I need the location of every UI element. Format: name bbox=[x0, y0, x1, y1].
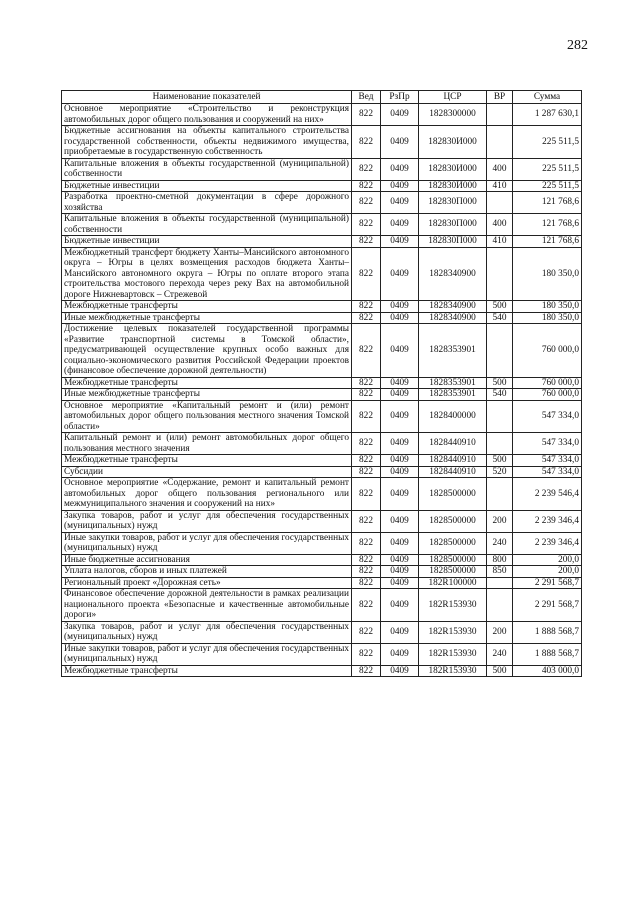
cell-ved: 822 bbox=[352, 104, 381, 126]
header-vr: ВР bbox=[487, 91, 513, 104]
cell-csr: 1828500000 bbox=[419, 510, 487, 532]
cell-csr: 1828340900 bbox=[419, 301, 487, 313]
cell-name: Уплата налогов, сборов и иных платежей bbox=[62, 566, 352, 578]
table-row bbox=[62, 301, 582, 313]
table-row bbox=[62, 510, 582, 532]
cell-name: Межбюджетные трансферты bbox=[62, 455, 352, 467]
cell-sum: 547 334,0 bbox=[513, 433, 582, 455]
cell-rzpr: 0409 bbox=[381, 566, 419, 578]
cell-sum: 547 334,0 bbox=[513, 466, 582, 478]
header-csr: ЦСР bbox=[419, 91, 487, 104]
cell-ved: 822 bbox=[352, 566, 381, 578]
cell-vr bbox=[487, 400, 513, 433]
cell-csr: 182R153930 bbox=[419, 643, 487, 665]
cell-vr bbox=[487, 247, 513, 301]
cell-rzpr: 0409 bbox=[381, 192, 419, 214]
cell-name: Межбюджетные трансферты bbox=[62, 301, 352, 313]
cell-ved: 822 bbox=[352, 665, 381, 677]
cell-vr bbox=[487, 324, 513, 378]
cell-ved: 822 bbox=[352, 312, 381, 324]
cell-rzpr: 0409 bbox=[381, 643, 419, 665]
cell-sum: 1 888 568,7 bbox=[513, 621, 582, 643]
cell-csr: 1828500000 bbox=[419, 532, 487, 554]
cell-ved: 822 bbox=[352, 180, 381, 192]
cell-csr: 182R153930 bbox=[419, 589, 487, 622]
cell-rzpr: 0409 bbox=[381, 180, 419, 192]
cell-csr: 1828500000 bbox=[419, 566, 487, 578]
cell-csr: 182830П000 bbox=[419, 236, 487, 248]
cell-csr: 1828440910 bbox=[419, 466, 487, 478]
cell-sum: 200,0 bbox=[513, 566, 582, 578]
cell-vr: 520 bbox=[487, 466, 513, 478]
cell-sum: 180 350,0 bbox=[513, 312, 582, 324]
header-name: Наименование показателей bbox=[62, 91, 352, 104]
cell-ved: 822 bbox=[352, 554, 381, 566]
cell-vr: 240 bbox=[487, 643, 513, 665]
table-row bbox=[62, 377, 582, 389]
cell-ved: 822 bbox=[352, 377, 381, 389]
cell-name: Достижение целевых показателей государственной программы «Развитие транспортной системы в Томской области», предусматривающей осуществление крупных особо важных для социально-экономического развития Российской Федерации проектов (финансовое обеспечение дорожной деятельности) bbox=[62, 324, 352, 378]
cell-ved: 822 bbox=[352, 158, 381, 180]
cell-name: Капитальный ремонт и (или) ремонт автомобильных дорог общего пользования местного значения bbox=[62, 433, 352, 455]
table-row bbox=[62, 433, 582, 455]
cell-name: Основное мероприятие «Строительство и реконструкция автомобильных дорог общего пользования и сооружений на них» bbox=[62, 104, 352, 126]
cell-sum: 180 350,0 bbox=[513, 247, 582, 301]
cell-ved: 822 bbox=[352, 214, 381, 236]
cell-sum: 200,0 bbox=[513, 554, 582, 566]
cell-sum: 225 511,5 bbox=[513, 126, 582, 159]
cell-ved: 822 bbox=[352, 455, 381, 467]
cell-rzpr: 0409 bbox=[381, 389, 419, 401]
cell-ved: 822 bbox=[352, 236, 381, 248]
cell-sum: 760 000,0 bbox=[513, 377, 582, 389]
table-row bbox=[62, 589, 582, 622]
cell-vr: 500 bbox=[487, 665, 513, 677]
page-number: 282 bbox=[567, 38, 588, 53]
cell-name: Иные межбюджетные трансферты bbox=[62, 312, 352, 324]
cell-sum: 760 000,0 bbox=[513, 324, 582, 378]
cell-name: Иные бюджетные ассигнования bbox=[62, 554, 352, 566]
cell-rzpr: 0409 bbox=[381, 478, 419, 511]
cell-vr bbox=[487, 478, 513, 511]
header-sum: Сумма bbox=[513, 91, 582, 104]
cell-name: Бюджетные инвестиции bbox=[62, 180, 352, 192]
budget-table bbox=[61, 90, 582, 677]
cell-vr bbox=[487, 126, 513, 159]
cell-rzpr: 0409 bbox=[381, 312, 419, 324]
cell-rzpr: 0409 bbox=[381, 324, 419, 378]
cell-rzpr: 0409 bbox=[381, 589, 419, 622]
header-rzpr: РзПр bbox=[381, 91, 419, 104]
cell-ved: 822 bbox=[352, 589, 381, 622]
cell-rzpr: 0409 bbox=[381, 377, 419, 389]
cell-name: Межбюджетные трансферты bbox=[62, 665, 352, 677]
cell-vr bbox=[487, 192, 513, 214]
cell-rzpr: 0409 bbox=[381, 301, 419, 313]
table-row bbox=[62, 577, 582, 589]
table-body bbox=[62, 104, 582, 677]
cell-rzpr: 0409 bbox=[381, 466, 419, 478]
cell-vr: 400 bbox=[487, 214, 513, 236]
table-row bbox=[62, 400, 582, 433]
cell-vr: 540 bbox=[487, 389, 513, 401]
table-row bbox=[62, 478, 582, 511]
cell-csr: 182830П000 bbox=[419, 214, 487, 236]
cell-vr: 500 bbox=[487, 455, 513, 467]
cell-rzpr: 0409 bbox=[381, 104, 419, 126]
cell-ved: 822 bbox=[352, 126, 381, 159]
table-row bbox=[62, 621, 582, 643]
cell-vr: 540 bbox=[487, 312, 513, 324]
cell-vr: 240 bbox=[487, 532, 513, 554]
cell-sum: 1 888 568,7 bbox=[513, 643, 582, 665]
cell-vr: 850 bbox=[487, 566, 513, 578]
table-row bbox=[62, 236, 582, 248]
cell-vr: 500 bbox=[487, 377, 513, 389]
cell-ved: 822 bbox=[352, 577, 381, 589]
cell-ved: 822 bbox=[352, 389, 381, 401]
cell-vr: 410 bbox=[487, 180, 513, 192]
cell-name: Финансовое обеспечение дорожной деятельности в рамках реализации национального проекта «Безопасные и качественные автомобильные дороги» bbox=[62, 589, 352, 622]
cell-csr: 1828500000 bbox=[419, 478, 487, 511]
cell-rzpr: 0409 bbox=[381, 247, 419, 301]
cell-vr bbox=[487, 589, 513, 622]
cell-name: Бюджетные инвестиции bbox=[62, 236, 352, 248]
table-row bbox=[62, 324, 582, 378]
cell-name: Межбюджетный трансферт бюджету Ханты–Мансийского автономного округа – Югры в целях возмещения расходов бюджета Ханты–Мансийского автономного округа – Югры по оплате второго этапа строительства мостового перехода через реку Вах на автомобильной дороге Нижневартовск – Стрежевой bbox=[62, 247, 352, 301]
cell-vr: 400 bbox=[487, 158, 513, 180]
table-row bbox=[62, 126, 582, 159]
cell-vr bbox=[487, 433, 513, 455]
cell-csr: 182830И000 bbox=[419, 180, 487, 192]
cell-sum: 2 291 568,7 bbox=[513, 589, 582, 622]
cell-rzpr: 0409 bbox=[381, 126, 419, 159]
cell-sum: 180 350,0 bbox=[513, 301, 582, 313]
cell-rzpr: 0409 bbox=[381, 621, 419, 643]
cell-csr: 1828353901 bbox=[419, 377, 487, 389]
table-row bbox=[62, 566, 582, 578]
header-ved: Вед bbox=[352, 91, 381, 104]
cell-name: Закупка товаров, работ и услуг для обеспечения государственных (муниципальных) нужд bbox=[62, 621, 352, 643]
cell-csr: 1828500000 bbox=[419, 554, 487, 566]
cell-ved: 822 bbox=[352, 478, 381, 511]
cell-csr: 182R153930 bbox=[419, 665, 487, 677]
cell-ved: 822 bbox=[352, 192, 381, 214]
table-row bbox=[62, 466, 582, 478]
cell-name: Основное мероприятие «Капитальный ремонт и (или) ремонт автомобильных дорог общего пользования местного значения Томской области» bbox=[62, 400, 352, 433]
table-row bbox=[62, 389, 582, 401]
cell-ved: 822 bbox=[352, 400, 381, 433]
cell-vr bbox=[487, 577, 513, 589]
cell-ved: 822 bbox=[352, 433, 381, 455]
cell-ved: 822 bbox=[352, 510, 381, 532]
cell-rzpr: 0409 bbox=[381, 577, 419, 589]
cell-csr: 182830П000 bbox=[419, 192, 487, 214]
cell-csr: 1828400000 bbox=[419, 400, 487, 433]
cell-sum: 547 334,0 bbox=[513, 455, 582, 467]
cell-csr: 182830И000 bbox=[419, 126, 487, 159]
table-row bbox=[62, 180, 582, 192]
table-row bbox=[62, 665, 582, 677]
cell-sum: 121 768,6 bbox=[513, 214, 582, 236]
cell-csr: 1828353901 bbox=[419, 324, 487, 378]
cell-sum: 2 239 546,4 bbox=[513, 478, 582, 511]
cell-sum: 2 239 346,4 bbox=[513, 532, 582, 554]
cell-vr bbox=[487, 104, 513, 126]
cell-ved: 822 bbox=[352, 643, 381, 665]
cell-rzpr: 0409 bbox=[381, 532, 419, 554]
cell-csr: 1828340900 bbox=[419, 312, 487, 324]
table-row bbox=[62, 158, 582, 180]
cell-name: Разработка проектно-сметной документации в сфере дорожного хозяйства bbox=[62, 192, 352, 214]
cell-sum: 121 768,6 bbox=[513, 236, 582, 248]
cell-name: Региональный проект «Дорожная сеть» bbox=[62, 577, 352, 589]
table-row bbox=[62, 532, 582, 554]
cell-name: Иные закупки товаров, работ и услуг для обеспечения государственных (муниципальных) нужд bbox=[62, 643, 352, 665]
cell-rzpr: 0409 bbox=[381, 158, 419, 180]
cell-vr: 410 bbox=[487, 236, 513, 248]
table-row bbox=[62, 214, 582, 236]
cell-rzpr: 0409 bbox=[381, 433, 419, 455]
cell-csr: 1828340900 bbox=[419, 247, 487, 301]
table-row bbox=[62, 455, 582, 467]
cell-ved: 822 bbox=[352, 621, 381, 643]
cell-sum: 403 000,0 bbox=[513, 665, 582, 677]
cell-name: Капитальные вложения в объекты государственной (муниципальной) собственности bbox=[62, 158, 352, 180]
cell-csr: 1828353901 bbox=[419, 389, 487, 401]
cell-ved: 822 bbox=[352, 532, 381, 554]
cell-name: Иные межбюджетные трансферты bbox=[62, 389, 352, 401]
cell-vr: 200 bbox=[487, 510, 513, 532]
cell-rzpr: 0409 bbox=[381, 236, 419, 248]
cell-sum: 1 287 630,1 bbox=[513, 104, 582, 126]
cell-rzpr: 0409 bbox=[381, 214, 419, 236]
cell-rzpr: 0409 bbox=[381, 665, 419, 677]
cell-rzpr: 0409 bbox=[381, 400, 419, 433]
cell-name: Основное мероприятие «Содержание, ремонт и капитальный ремонт автомобильных дорог общего пользования регионального или межмуниципального значения и сооружений на них» bbox=[62, 478, 352, 511]
cell-name: Бюджетные ассигнования на объекты капитального строительства государственной собственности, объекты недвижимого имущества, приобретаемые в государственную собственность bbox=[62, 126, 352, 159]
cell-name: Иные закупки товаров, работ и услуг для обеспечения государственных (муниципальных) нужд bbox=[62, 532, 352, 554]
cell-csr: 182R100000 bbox=[419, 577, 487, 589]
cell-rzpr: 0409 bbox=[381, 455, 419, 467]
cell-csr: 182R153930 bbox=[419, 621, 487, 643]
cell-sum: 547 334,0 bbox=[513, 400, 582, 433]
cell-rzpr: 0409 bbox=[381, 510, 419, 532]
table-row bbox=[62, 554, 582, 566]
cell-sum: 760 000,0 bbox=[513, 389, 582, 401]
cell-name: Закупка товаров, работ и услуг для обеспечения государственных (муниципальных) нужд bbox=[62, 510, 352, 532]
cell-sum: 225 511,5 bbox=[513, 180, 582, 192]
cell-ved: 822 bbox=[352, 301, 381, 313]
cell-sum: 121 768,6 bbox=[513, 192, 582, 214]
cell-vr: 800 bbox=[487, 554, 513, 566]
cell-csr: 182830И000 bbox=[419, 158, 487, 180]
table-row bbox=[62, 643, 582, 665]
cell-name: Субсидии bbox=[62, 466, 352, 478]
cell-name: Капитальные вложения в объекты государственной (муниципальной) собственности bbox=[62, 214, 352, 236]
table-row bbox=[62, 312, 582, 324]
cell-ved: 822 bbox=[352, 247, 381, 301]
cell-ved: 822 bbox=[352, 324, 381, 378]
cell-vr: 500 bbox=[487, 301, 513, 313]
table-row bbox=[62, 192, 582, 214]
cell-sum: 225 511,5 bbox=[513, 158, 582, 180]
cell-rzpr: 0409 bbox=[381, 554, 419, 566]
cell-csr: 1828300000 bbox=[419, 104, 487, 126]
cell-ved: 822 bbox=[352, 466, 381, 478]
table-row bbox=[62, 247, 582, 301]
cell-name: Межбюджетные трансферты bbox=[62, 377, 352, 389]
cell-sum: 2 291 568,7 bbox=[513, 577, 582, 589]
table-header-row bbox=[62, 91, 582, 104]
table-row bbox=[62, 104, 582, 126]
cell-sum: 2 239 346,4 bbox=[513, 510, 582, 532]
cell-vr: 200 bbox=[487, 621, 513, 643]
cell-csr: 1828440910 bbox=[419, 455, 487, 467]
cell-csr: 1828440910 bbox=[419, 433, 487, 455]
